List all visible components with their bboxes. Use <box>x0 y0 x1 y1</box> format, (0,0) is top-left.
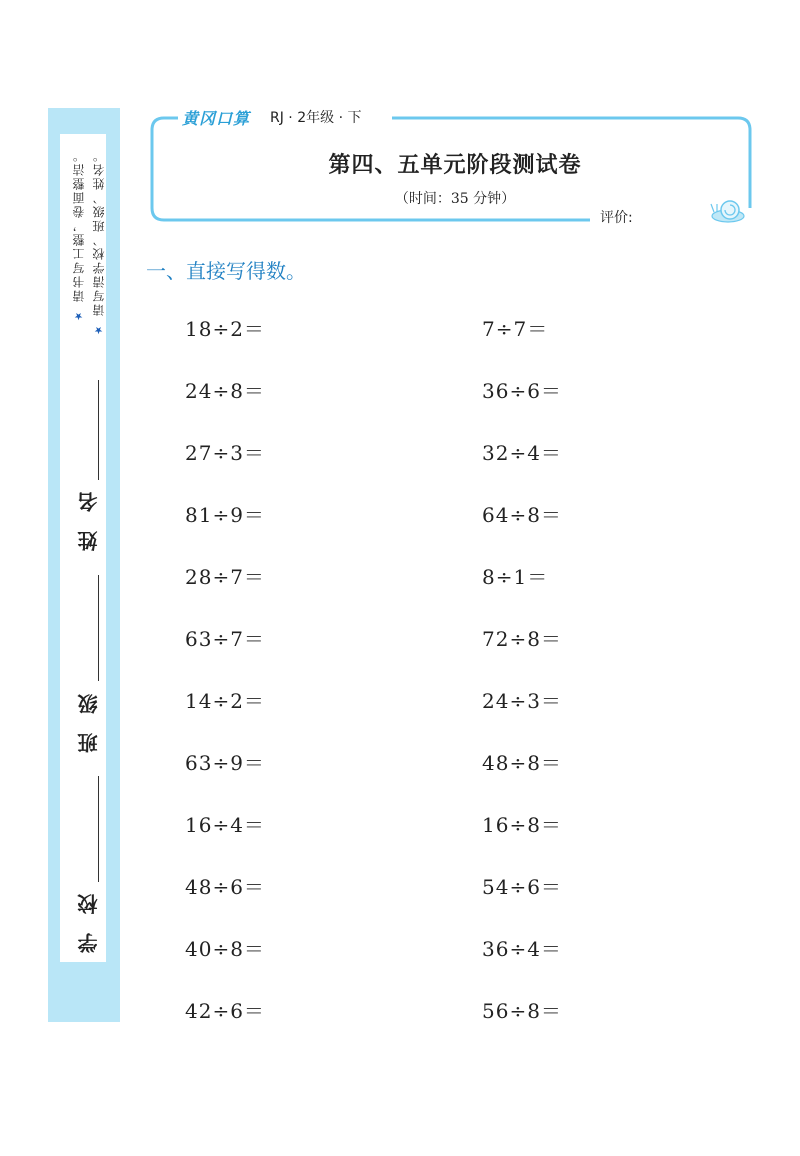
problem-left-7: 14÷2＝ <box>185 689 265 713</box>
problem-right-6: 72÷8＝ <box>482 627 562 651</box>
problem-right-12: 56÷8＝ <box>482 999 562 1023</box>
page-title: 第四、五单元阶段测试卷 <box>328 152 582 178</box>
class-field-line[interactable] <box>98 575 99 681</box>
problem-left-11: 40÷8＝ <box>185 937 265 961</box>
name-field-line[interactable] <box>98 380 99 480</box>
problem-right-2: 36÷6＝ <box>482 379 562 403</box>
binding-note-1: ★ 请写清学校、班级、姓名。 <box>92 148 106 335</box>
problem-right-10: 54÷6＝ <box>482 875 562 899</box>
problem-left-4: 81÷9＝ <box>185 503 265 527</box>
problem-right-5: 8÷1＝ <box>482 565 549 589</box>
problem-left-5: 28÷7＝ <box>185 565 265 589</box>
name-field-label: 姓 名 <box>77 486 101 551</box>
problem-left-2: 24÷8＝ <box>185 379 265 403</box>
star-icon: ★ <box>93 321 104 335</box>
problem-right-1: 7÷7＝ <box>482 317 549 341</box>
problem-left-8: 63÷9＝ <box>185 751 265 775</box>
brand-logo: 黄冈口算 <box>182 109 251 128</box>
problem-left-12: 42÷6＝ <box>185 999 265 1023</box>
problem-left-9: 16÷4＝ <box>185 813 265 837</box>
problem-left-3: 27÷3＝ <box>185 441 265 465</box>
school-field-line[interactable] <box>98 776 99 882</box>
problem-right-3: 32÷4＝ <box>482 441 562 465</box>
binding-note-2: ★ 请书写工整，卷面整洁。 <box>72 148 86 321</box>
section-heading: 一、直接写得数。 <box>146 259 306 283</box>
problem-right-9: 16÷8＝ <box>482 813 562 837</box>
star-icon: ★ <box>73 307 84 321</box>
problem-left-6: 63÷7＝ <box>185 627 265 651</box>
problem-right-8: 48÷8＝ <box>482 751 562 775</box>
problem-right-7: 24÷3＝ <box>482 689 562 713</box>
school-field-label: 学 校 <box>77 888 101 953</box>
time-limit: （时间：35 分钟） <box>394 191 516 207</box>
edition-label: RJ · 2年级 · 下 <box>270 110 362 126</box>
snail-icon <box>708 198 748 224</box>
rating-label: 评价: <box>600 210 633 226</box>
problem-right-11: 36÷4＝ <box>482 937 562 961</box>
problem-left-10: 48÷6＝ <box>185 875 265 899</box>
problem-right-4: 64÷8＝ <box>482 503 562 527</box>
class-field-label: 班 级 <box>77 688 101 753</box>
problem-left-1: 18÷2＝ <box>185 317 265 341</box>
